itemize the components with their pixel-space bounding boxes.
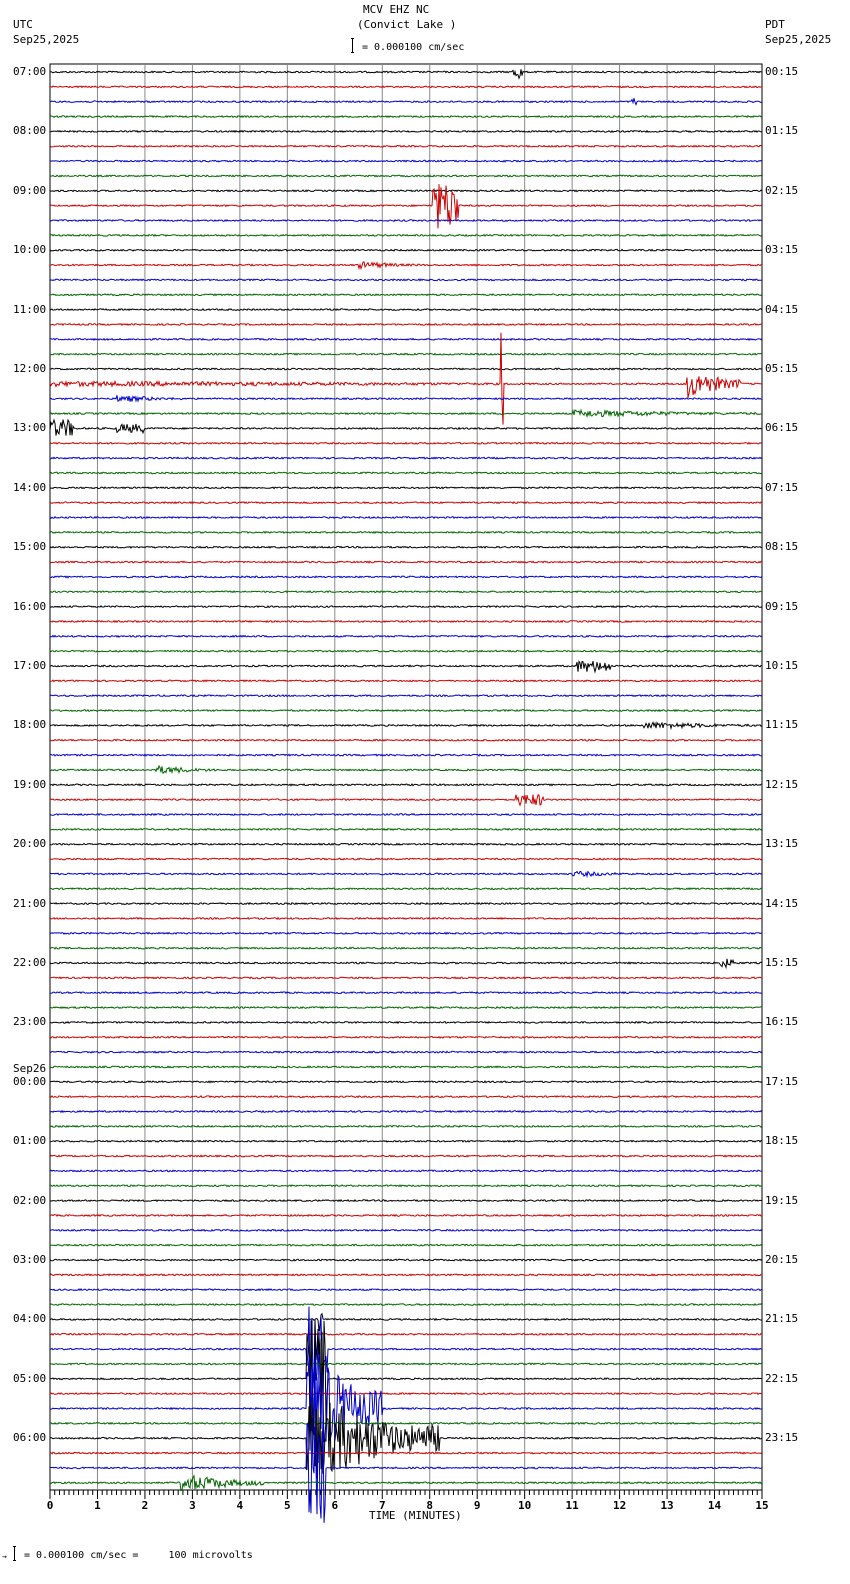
x-tick-label: 4: [236, 1499, 244, 1512]
trace-77: [50, 1215, 762, 1217]
right-timezone: PDT: [765, 18, 785, 31]
utc-time-label: 05:00: [13, 1371, 47, 1385]
pdt-time-label: 07:15: [765, 480, 799, 494]
trace-34: [50, 576, 762, 578]
utc-time-label: 11:00: [13, 302, 47, 316]
pdt-time-label: 02:15: [765, 183, 799, 197]
trace-81: [50, 1274, 762, 1276]
trace-28: [50, 487, 762, 489]
trace-37: [50, 621, 762, 623]
trace-83: [50, 1304, 762, 1306]
trace-35: [50, 591, 762, 593]
trace-23: [50, 410, 762, 417]
trace-82: [50, 1289, 762, 1291]
trace-93: [50, 1452, 762, 1454]
pdt-time-label: 13:15: [765, 837, 799, 851]
utc-time-label: 18:00: [13, 718, 47, 732]
trace-16: [50, 309, 762, 311]
x-tick-label: 10: [518, 1499, 532, 1512]
trace-90: [50, 1358, 762, 1451]
trace-10: [50, 220, 762, 222]
station-title: MCV EHZ NC: [363, 3, 430, 16]
x-tick-label: 8: [426, 1499, 434, 1512]
trace-46: [50, 754, 762, 756]
trace-67: [50, 1066, 762, 1068]
trace-76: [50, 1200, 762, 1202]
x-tick-label: 11: [565, 1499, 579, 1512]
left-date: Sep25,2025: [13, 33, 80, 46]
trace-32: [50, 546, 762, 548]
trace-21: [50, 333, 762, 425]
trace-42: [50, 695, 762, 697]
x-tick-label: 9: [473, 1499, 481, 1512]
trace-68: [50, 1081, 762, 1083]
trace-38: [50, 636, 762, 638]
trace-52: [50, 843, 762, 845]
right-date: Sep25,2025: [765, 33, 832, 46]
trace-29: [50, 502, 762, 504]
pdt-time-label: 16:15: [765, 1015, 799, 1029]
trace-30: [50, 517, 762, 519]
trace-70: [50, 1111, 762, 1113]
trace-95: [50, 1476, 762, 1491]
trace-3: [50, 116, 762, 118]
trace-49: [50, 795, 762, 806]
trace-5: [50, 146, 762, 148]
trace-53: [50, 858, 762, 860]
trace-17: [50, 324, 762, 326]
x-tick-label: 1: [94, 1499, 101, 1512]
trace-51: [50, 829, 762, 831]
x-tick-label: 7: [378, 1499, 386, 1512]
trace-18: [50, 339, 762, 341]
utc-time-label: 00:00: [13, 1074, 47, 1088]
pdt-time-label: 08:15: [765, 540, 799, 554]
trace-26: [50, 457, 762, 459]
utc-time-label: 20:00: [13, 837, 47, 851]
utc-time-label: 12:00: [13, 362, 47, 375]
trace-44: [50, 722, 762, 728]
trace-8: [50, 190, 762, 192]
pdt-time-label: 21:15: [765, 1312, 799, 1326]
trace-63: [50, 1007, 762, 1009]
trace-15: [50, 294, 762, 296]
x-tick-label: 0: [46, 1499, 54, 1512]
trace-62: [50, 992, 762, 994]
utc-time-label: 19:00: [13, 777, 47, 791]
trace-79: [50, 1244, 762, 1246]
trace-2: [50, 98, 762, 104]
trace-41: [50, 680, 762, 682]
trace-14: [50, 279, 762, 281]
trace-89: [50, 1393, 762, 1395]
trace-80: [50, 1259, 762, 1261]
utc-time-label: 06:00: [13, 1431, 47, 1445]
utc-time-label: 02:00: [13, 1193, 47, 1207]
x-tick-label: 6: [331, 1499, 339, 1512]
utc-time-label: 09:00: [13, 183, 47, 197]
trace-85: [50, 1334, 762, 1336]
utc-time-label: 14:00: [13, 480, 47, 494]
trace-69: [50, 1096, 762, 1098]
trace-57: [50, 918, 762, 920]
trace-27: [50, 472, 762, 474]
utc-time-label: 04:00: [13, 1312, 47, 1326]
trace-0: [50, 69, 762, 78]
utc-time-label: 21:00: [13, 896, 47, 910]
utc-time-label: 17:00: [13, 659, 47, 672]
trace-47: [50, 766, 762, 773]
trace-66: [50, 1051, 762, 1053]
pdt-time-label: 20:15: [765, 1253, 799, 1266]
scale-label: = 0.000100 cm/sec: [362, 42, 465, 53]
trace-20: [50, 368, 762, 370]
pdt-time-label: 15:15: [765, 956, 799, 969]
trace-60: [50, 959, 762, 968]
pdt-time-label: 11:15: [765, 718, 799, 732]
pdt-time-label: 19:15: [765, 1193, 799, 1207]
trace-54: [50, 872, 762, 877]
trace-31: [50, 532, 762, 534]
utc-time-label: 08:00: [13, 124, 47, 138]
trace-84: [50, 1314, 762, 1331]
trace-24: [50, 420, 762, 436]
trace-11: [50, 235, 762, 237]
trace-25: [50, 443, 762, 445]
utc-time-label: 01:00: [13, 1134, 47, 1148]
trace-39: [50, 650, 762, 652]
trace-73: [50, 1155, 762, 1157]
pdt-time-label: 12:15: [765, 777, 799, 791]
pdt-time-label: 10:15: [765, 659, 799, 672]
pdt-time-label: 01:15: [765, 124, 799, 138]
x-tick-label: 12: [612, 1499, 627, 1512]
trace-65: [50, 1037, 762, 1039]
trace-91: [50, 1423, 762, 1425]
trace-40: [50, 661, 762, 672]
left-timezone: UTC: [13, 18, 33, 31]
x-tick-label: 14: [707, 1499, 722, 1512]
footer-scale-bar-icon: [13, 1546, 16, 1561]
utc-time-label: 03:00: [13, 1253, 47, 1266]
plot-frame: [50, 64, 762, 1490]
trace-64: [50, 1022, 762, 1024]
trace-74: [50, 1170, 762, 1172]
trace-12: [50, 249, 762, 251]
pdt-time-label: 03:15: [765, 243, 799, 257]
trace-50: [50, 814, 762, 816]
trace-59: [50, 947, 762, 949]
pdt-time-label: 18:15: [765, 1134, 799, 1148]
pdt-time-label: 09:15: [765, 599, 799, 613]
trace-4: [50, 131, 762, 133]
trace-1: [50, 86, 762, 88]
trace-55: [50, 888, 762, 890]
utc-time-label: 22:00: [13, 956, 47, 969]
trace-33: [50, 561, 762, 563]
pdt-time-label: 14:15: [765, 896, 799, 910]
pdt-time-label: 00:15: [765, 65, 799, 78]
trace-13: [50, 262, 762, 269]
trace-19: [50, 353, 762, 355]
utc-time-label: 15:00: [13, 540, 47, 554]
trace-22: [50, 395, 762, 401]
trace-61: [50, 977, 762, 979]
station-subtitle: (Convict Lake ): [357, 18, 457, 31]
footer-marker: →: [2, 1552, 7, 1561]
trace-48: [50, 784, 762, 786]
x-tick-label: 15: [755, 1499, 769, 1512]
trace-75: [50, 1185, 762, 1187]
footer-scale-label: = 0.000100 cm/sec = 100 microvolts: [24, 1550, 253, 1561]
utc-time-label: 10:00: [13, 243, 47, 257]
pdt-time-label: 05:15: [765, 362, 799, 375]
trace-58: [50, 933, 762, 935]
utc-date-label: Sep26: [13, 1061, 47, 1075]
trace-43: [50, 710, 762, 712]
utc-time-label: 07:00: [13, 65, 47, 78]
x-axis-title: TIME (MINUTES): [369, 1509, 462, 1522]
trace-56: [50, 903, 762, 905]
utc-time-label: 23:00: [13, 1015, 47, 1029]
trace-72: [50, 1140, 762, 1142]
trace-7: [50, 175, 762, 177]
pdt-time-label: 23:15: [765, 1431, 799, 1445]
trace-78: [50, 1230, 762, 1232]
pdt-time-label: 17:15: [765, 1074, 799, 1088]
pdt-time-label: 06:15: [765, 421, 799, 435]
x-tick-label: 2: [141, 1499, 149, 1512]
pdt-time-label: 22:15: [765, 1371, 799, 1385]
trace-6: [50, 160, 762, 162]
trace-36: [50, 606, 762, 608]
trace-88: [50, 1320, 762, 1435]
x-tick-label: 13: [660, 1499, 674, 1512]
x-tick-label: 5: [284, 1499, 291, 1512]
trace-87: [50, 1363, 762, 1365]
utc-time-label: 13:00: [13, 421, 47, 435]
pdt-time-label: 04:15: [765, 302, 799, 316]
trace-92: [50, 1403, 762, 1479]
x-tick-label: 3: [189, 1499, 196, 1512]
trace-45: [50, 740, 762, 742]
utc-time-label: 16:00: [13, 599, 47, 613]
trace-71: [50, 1126, 762, 1128]
